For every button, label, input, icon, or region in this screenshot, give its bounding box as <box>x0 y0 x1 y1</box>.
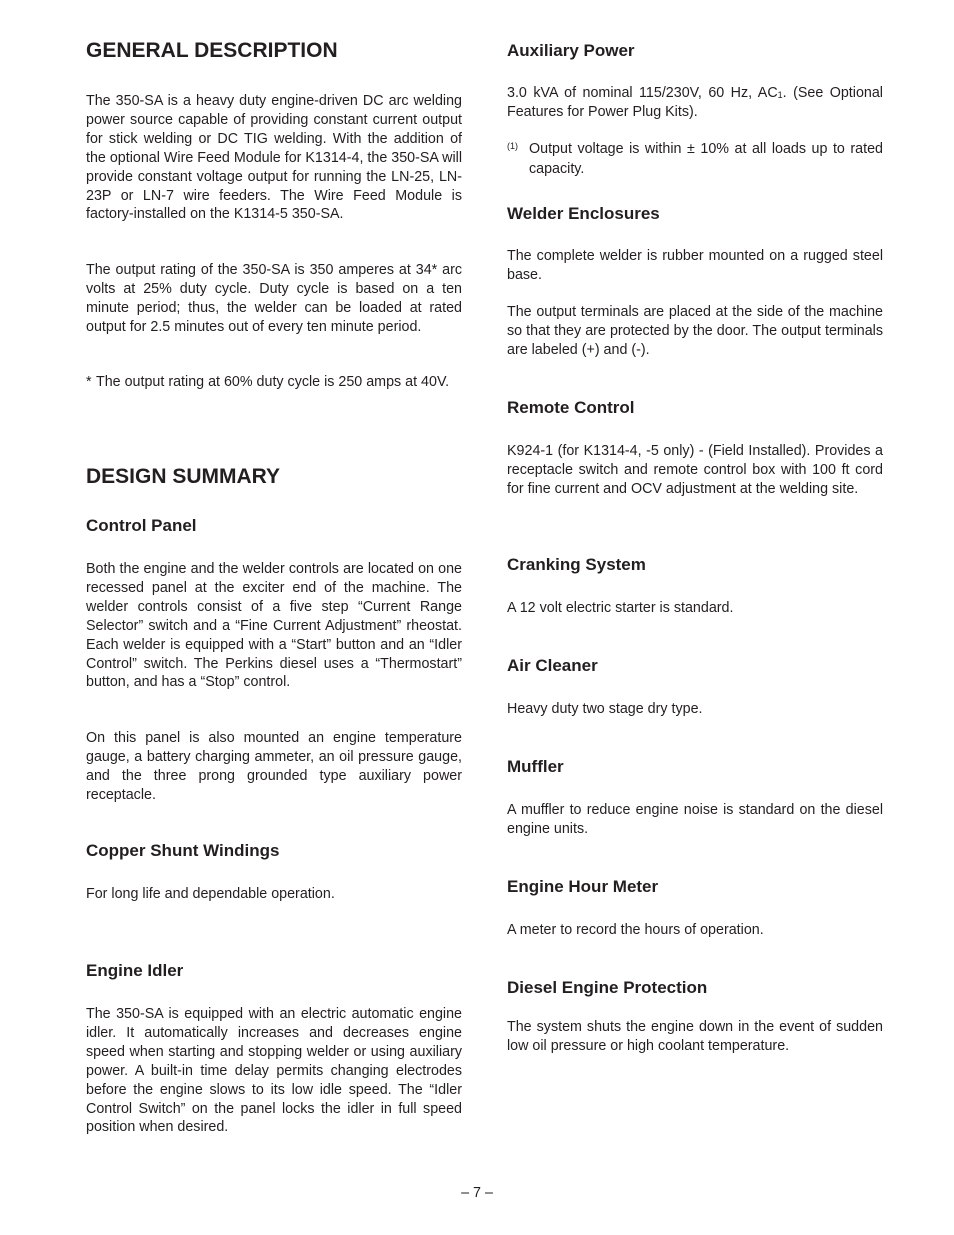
diesel-engine-protection-text: The system shuts the engine down in the event of sudden low oil pressure or high coolant temperature. <box>507 1019 883 1054</box>
diesel-engine-protection-heading: Diesel Engine Protection <box>507 978 708 997</box>
design-summary-section <box>86 465 462 489</box>
engine-hour-meter-heading: Engine Hour Meter <box>507 877 659 896</box>
general-description-section <box>86 39 462 63</box>
auxiliary-power-footnote <box>507 139 883 179</box>
muffler-text: A muffler to reduce engine noise is standard on the diesel engine units. <box>507 802 883 837</box>
auxiliary-power-footnote-ref: 1 <box>777 90 783 100</box>
engine-idler-heading: Engine Idler <box>86 961 184 980</box>
copper-shunt-windings-text: For long life and dependable operation. <box>86 886 335 902</box>
general-description-heading: GENERAL DESCRIPTION <box>86 39 338 62</box>
general-description-paragraph-2: The output rating of the 350-SA is 350 amperes at 34* arc volts at 25% duty cycle. Duty cycle is based on a ten minute period; thus, the welder can be loaded at rated output for 2.5 minutes out of every ten minute period. <box>86 262 462 335</box>
cranking-system-heading: Cranking System <box>507 555 646 574</box>
remote-control-heading: Remote Control <box>507 398 635 417</box>
page-number: – 7 – <box>461 1185 493 1201</box>
copper-shunt-windings-heading: Copper Shunt Windings <box>86 841 280 860</box>
cranking-system-text: A 12 volt electric starter is standard. <box>507 600 734 616</box>
control-panel-paragraph-1: Both the engine and the welder controls are located on one recessed panel at the exciter end of the machine. The welder controls consist of a five step “Current Range Selector” switch and a “Fine Current Adjustment” rheostat. Each welder is equipped with a “Start” button and an “Idler Control” switch. The Perkins diesel uses a “Thermostart” button, and has a “Stop” control. <box>86 561 462 691</box>
welder-enclosures-paragraph-1: The complete welder is rubber mounted on a rugged steel base. <box>507 248 883 283</box>
air-cleaner-text: Heavy duty two stage dry type. <box>507 701 703 717</box>
design-summary-heading: DESIGN SUMMARY <box>86 465 281 488</box>
general-description-paragraph-1: The 350-SA is a heavy duty engine-driven DC arc welding power source capable of providing constant current output for stick welding or DC TIG welding. With the addition of the optional Wire Feed Module for K1314-4, the 350-SA will provide constant voltage output for running the LN-25, LN-23P or LN-7 wire feeders. The Wire Feed Module is factory-installed on the K1314-5 350-SA. <box>86 93 462 223</box>
footnote-asterisk: * <box>86 374 92 390</box>
auxiliary-power-text-main: 3.0 kVA of nominal 115/230V, 60 Hz, AC <box>507 85 778 101</box>
air-cleaner-heading: Air Cleaner <box>507 656 598 675</box>
duty-cycle-footnote <box>86 372 462 392</box>
remote-control-text: K924-1 (for K1314-4, -5 only) - (Field Installed). Provides a receptacle switch and remote control box with 100 ft cord for fine current and OCV adjustment at the welding site. <box>507 443 883 497</box>
footnote-marker: (1) <box>507 141 518 151</box>
welder-enclosures-heading: Welder Enclosures <box>507 204 660 223</box>
muffler-heading: Muffler <box>507 757 564 776</box>
control-panel-paragraph-2: On this panel is also mounted an engine temperature gauge, a battery charging ammeter, an oil pressure gauge, and the three prong grounded type auxiliary power receptacle. <box>86 730 462 803</box>
welder-enclosures-paragraph-2: The output terminals are placed at the side of the machine so that they are protected by the door. The output terminals are labeled (+) and (-). <box>507 304 883 358</box>
auxiliary-power-footnote-text: Output voltage is within ± 10% at all loads up to rated capacity. <box>529 141 883 177</box>
auxiliary-power-text-tail: . (See Optional Features for Power Plug Kits). <box>507 85 883 120</box>
control-panel-heading: Control Panel <box>86 516 197 535</box>
auxiliary-power-heading: Auxiliary Power <box>507 41 635 60</box>
footnote-text: The output rating at 60% duty cycle is 250 amps at 40V. <box>96 374 450 390</box>
engine-idler-text: The 350-SA is equipped with an electric automatic engine idler. It automatically increases and decreases engine speed when starting and stopping welder or using auxiliary power. A built-in time delay permits changing electrodes before the engine slows to its low idle speed. The “Idler Control Switch” on the panel locks the idler in full speed position when desired. <box>86 1006 462 1136</box>
engine-hour-meter-text: A meter to record the hours of operation. <box>507 922 764 938</box>
auxiliary-power-text <box>507 84 883 122</box>
